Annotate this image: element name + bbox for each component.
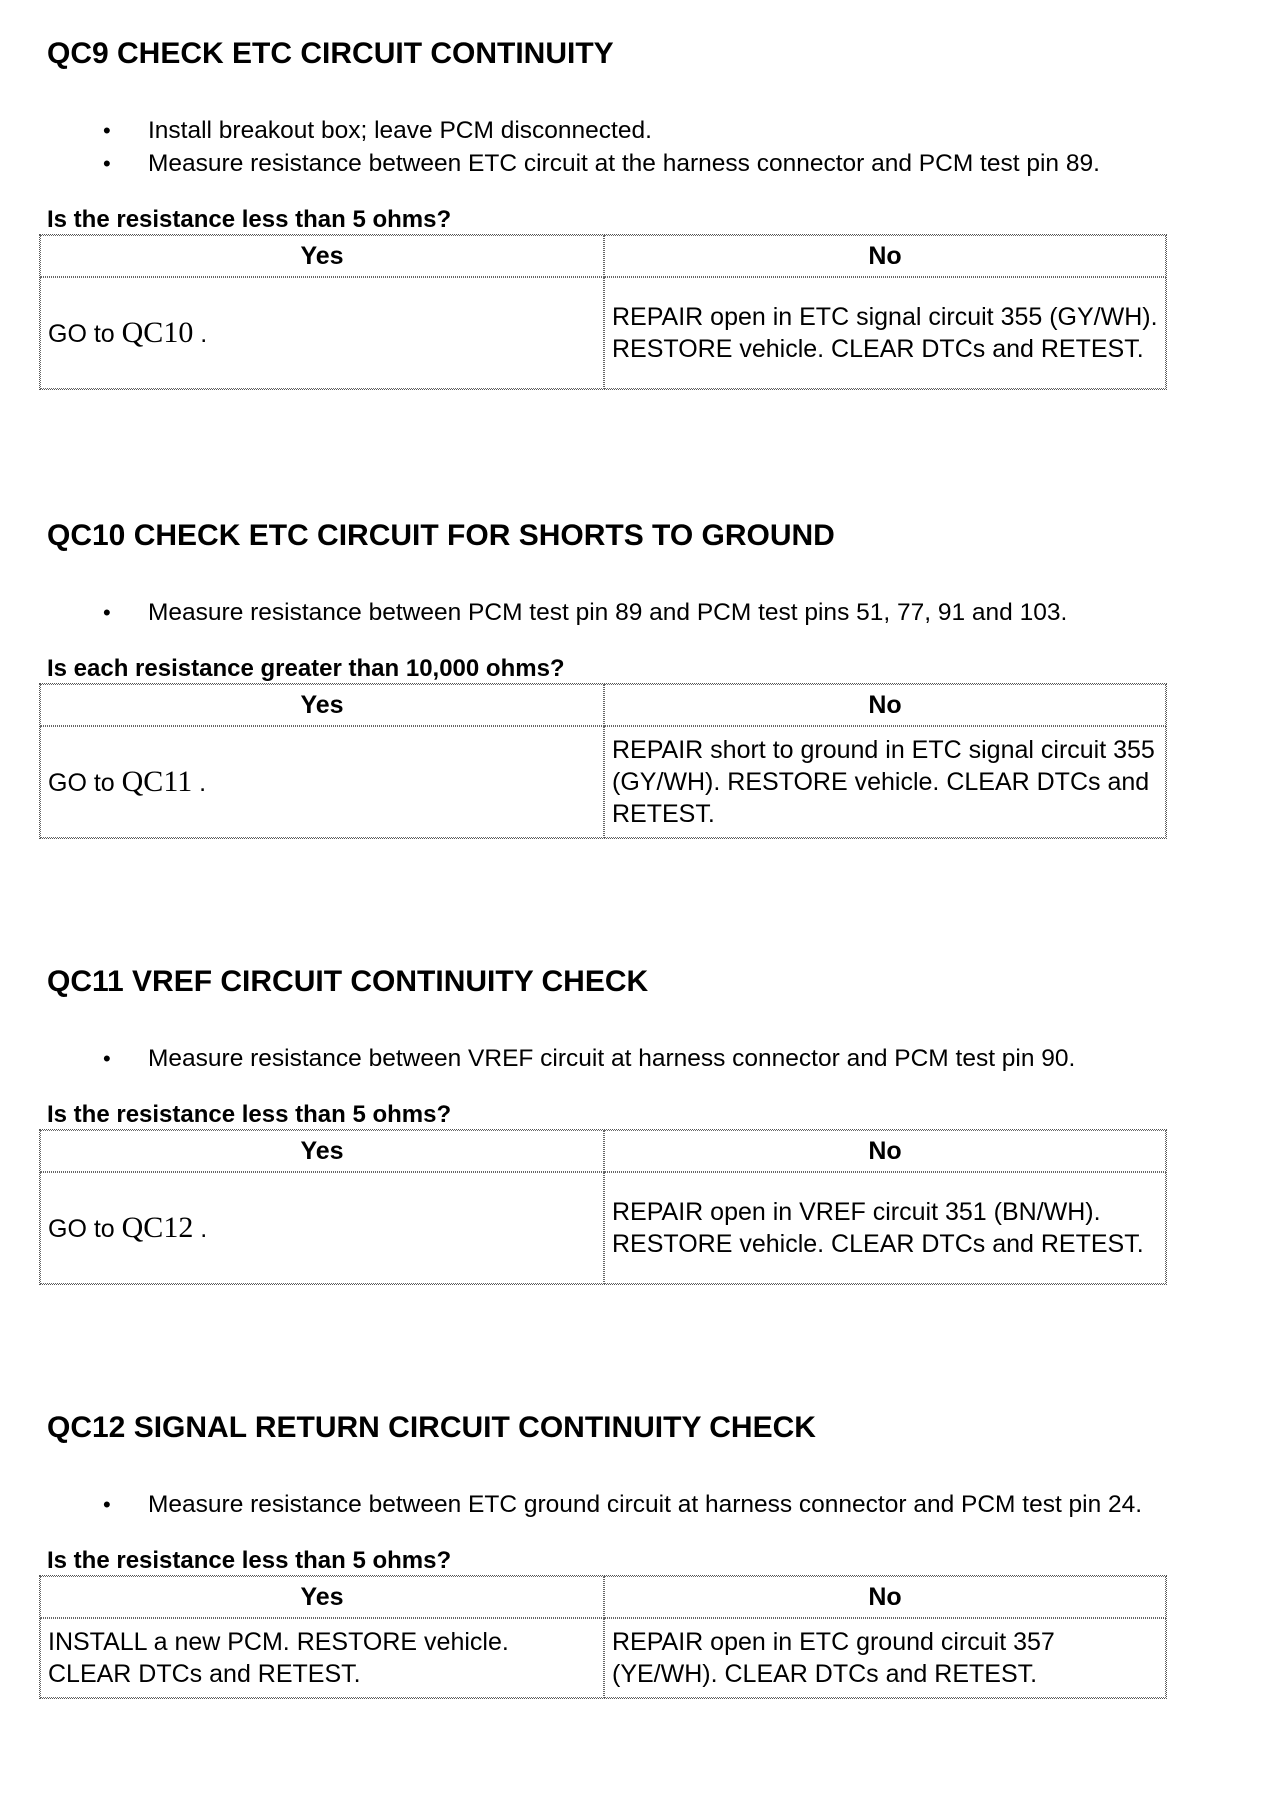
section-title: QC11 VREF CIRCUIT CONTINUITY CHECK bbox=[47, 965, 649, 998]
answer-table bbox=[39, 1129, 1167, 1285]
yes-cell: INSTALL a new PCM. RESTORE vehicle. CLEAR DTCs and RETEST. bbox=[40, 1618, 604, 1698]
no-cell: REPAIR open in VREF circuit 351 (BN/WH). RESTORE vehicle. CLEAR DTCs and RETEST. bbox=[604, 1172, 1166, 1284]
yes-header: Yes bbox=[40, 1576, 604, 1618]
answer-table bbox=[39, 683, 1167, 839]
step-list bbox=[47, 114, 1227, 180]
question: Is the resistance less than 5 ohms? bbox=[47, 1547, 452, 1574]
bullet-icon: • bbox=[103, 600, 111, 625]
yes-cell: GO to QC10 . bbox=[40, 277, 604, 389]
bullet-icon: • bbox=[103, 151, 111, 176]
section-title: QC9 CHECK ETC CIRCUIT CONTINUITY bbox=[47, 37, 614, 70]
answer-table bbox=[39, 234, 1167, 390]
no-cell: REPAIR open in ETC ground circuit 357 (YE/WH). CLEAR DTCs and RETEST. bbox=[604, 1618, 1166, 1698]
yes-header: Yes bbox=[40, 1130, 604, 1172]
yes-header: Yes bbox=[40, 684, 604, 726]
section-qc10 bbox=[47, 518, 1227, 839]
answer-table bbox=[39, 1575, 1167, 1699]
step-item: • Measure resistance between ETC circuit at the harness connector and PCM test pin 89. bbox=[47, 147, 1227, 180]
goto-link-qc10[interactable]: QC10 bbox=[121, 315, 194, 349]
question: Is each resistance greater than 10,000 ohms? bbox=[47, 655, 565, 682]
no-header: No bbox=[604, 1576, 1166, 1618]
no-header: No bbox=[604, 684, 1166, 726]
section-qc9 bbox=[47, 36, 1227, 390]
step-list bbox=[47, 596, 1227, 629]
no-cell: REPAIR open in ETC signal circuit 355 (GY/WH). RESTORE vehicle. CLEAR DTCs and RETEST. bbox=[604, 277, 1166, 389]
section-qc12 bbox=[47, 1410, 1227, 1699]
section-title: QC10 CHECK ETC CIRCUIT FOR SHORTS TO GROUND bbox=[47, 519, 835, 552]
goto-link-qc12[interactable]: QC12 bbox=[121, 1210, 194, 1244]
step-list bbox=[47, 1488, 1227, 1521]
section-qc11 bbox=[47, 964, 1227, 1285]
no-header: No bbox=[604, 1130, 1166, 1172]
bullet-icon: • bbox=[103, 1492, 111, 1517]
step-item: • Measure resistance between ETC ground circuit at harness connector and PCM test pin 24. bbox=[47, 1488, 1227, 1521]
step-list bbox=[47, 1042, 1227, 1075]
yes-header: Yes bbox=[40, 235, 604, 277]
question: Is the resistance less than 5 ohms? bbox=[47, 1101, 452, 1128]
step-item: • Measure resistance between PCM test pin 89 and PCM test pins 51, 77, 91 and 103. bbox=[47, 596, 1227, 629]
yes-cell: GO to QC12 . bbox=[40, 1172, 604, 1284]
no-cell: REPAIR short to ground in ETC signal circuit 355 (GY/WH). RESTORE vehicle. CLEAR DTCs and RETEST. bbox=[604, 726, 1166, 838]
section-title: QC12 SIGNAL RETURN CIRCUIT CONTINUITY CHECK bbox=[47, 1411, 816, 1444]
step-item: • Measure resistance between VREF circuit at harness connector and PCM test pin 90. bbox=[47, 1042, 1227, 1075]
question: Is the resistance less than 5 ohms? bbox=[47, 206, 452, 233]
bullet-icon: • bbox=[103, 118, 111, 143]
no-header: No bbox=[604, 235, 1166, 277]
step-item: • Install breakout box; leave PCM disconnected. bbox=[47, 114, 1227, 147]
yes-cell: GO to QC11 . bbox=[40, 726, 604, 838]
bullet-icon: • bbox=[103, 1046, 111, 1071]
goto-link-qc11[interactable]: QC11 bbox=[121, 764, 193, 798]
